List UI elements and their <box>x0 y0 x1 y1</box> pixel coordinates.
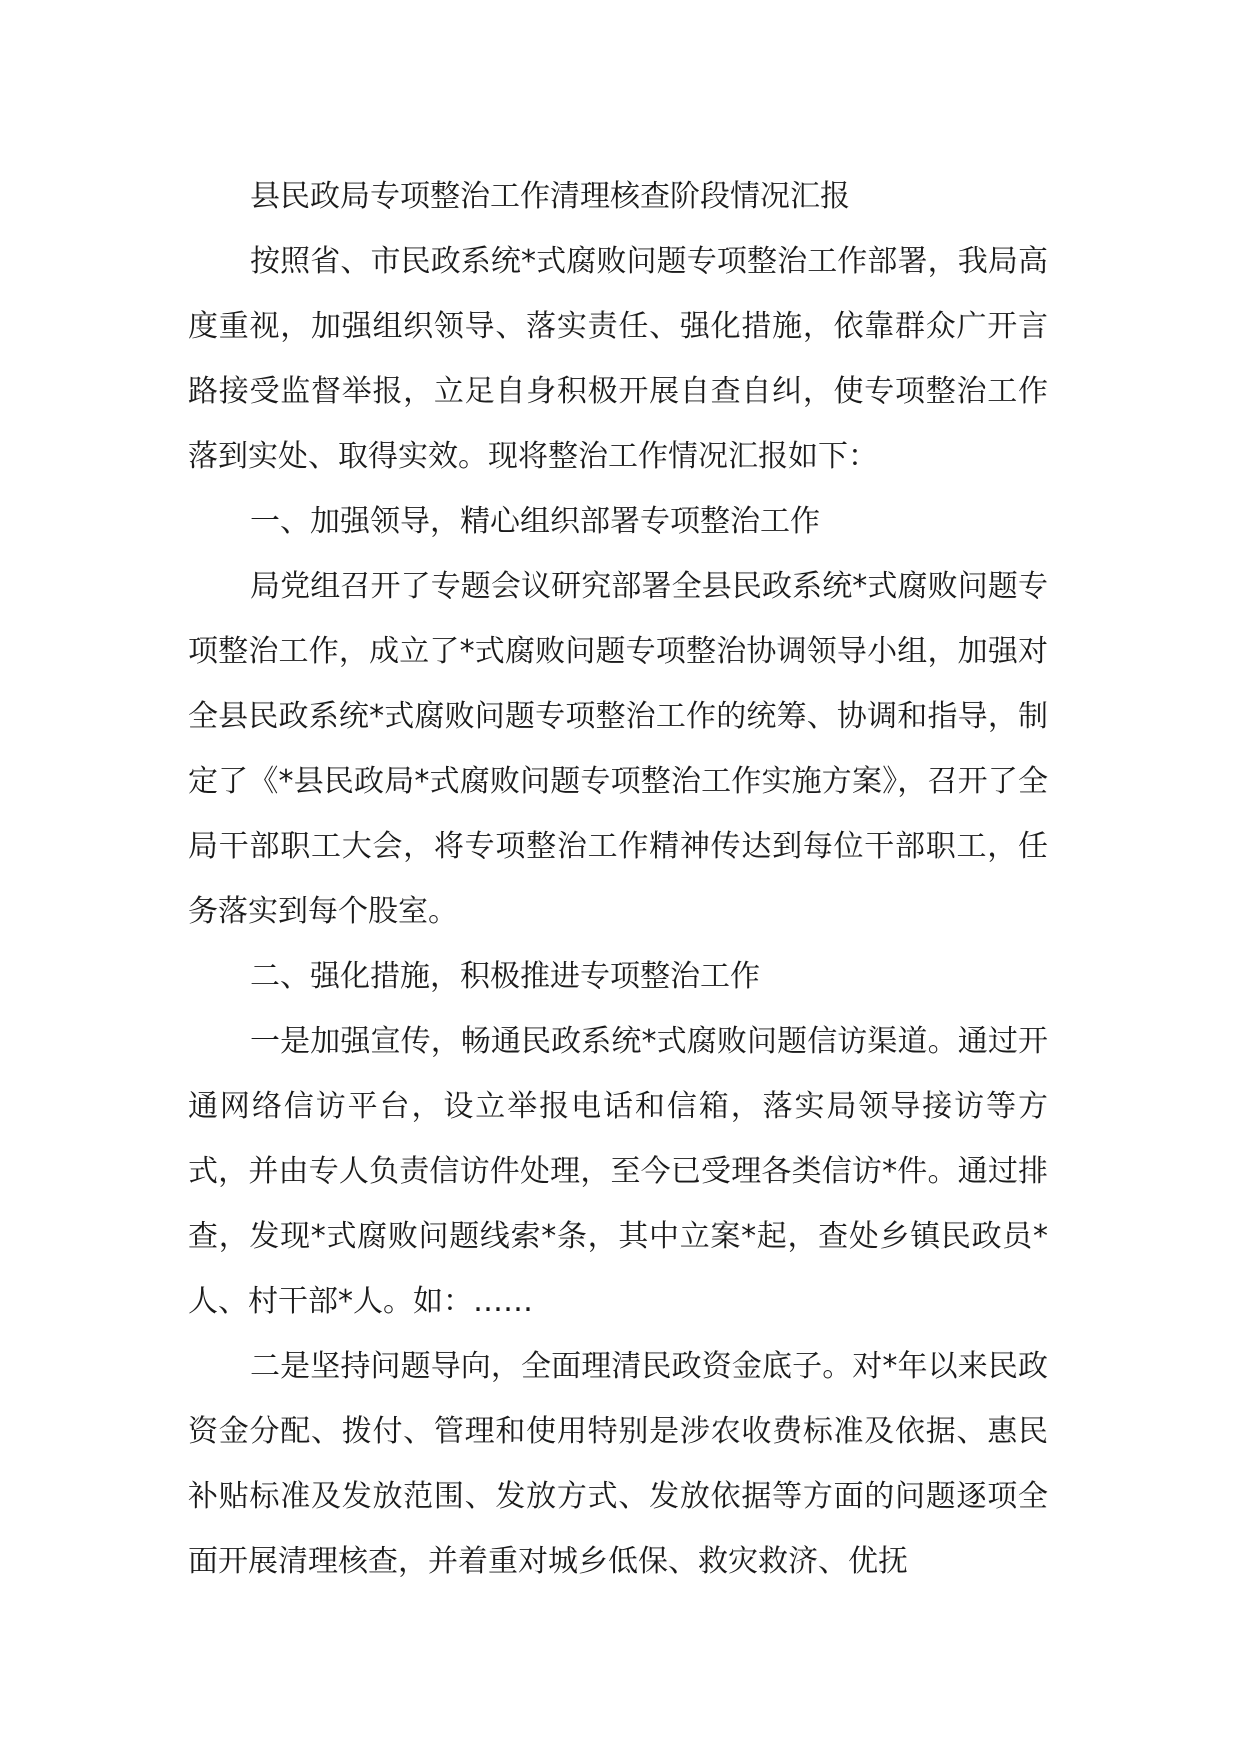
section-1-paragraph: 局党组召开了专题会议研究部署全县民政系统*式腐败问题专项整治工作，成立了*式腐败问题专项整治协调领导小组，加强对全县民政系统*式腐败问题专项整治工作的统筹、协调和指导，制定了《*县民政局*式腐败问题专项整治工作实施方案》，召开了全局干部职工大会，将专项整治工作精神传达到每位干部职工，任务落实到每个股室。 <box>188 569 1048 929</box>
section-heading-1: 一、加强领导，精心组织部署专项整治工作 <box>250 504 820 539</box>
section-2-paragraph-2: 二是坚持问题导向，全面理清民政资金底子。对*年以来民政资金分配、拨付、管理和使用特别是涉农收费标准及依据、惠民补贴标准及发放范围、发放方式、发放依据等方面的问题逐项全面开展清理核查，并着重对城乡低保、救灾救济、优抚 <box>188 1349 1048 1579</box>
document-title: 县民政局专项整治工作清理核查阶段情况汇报 <box>250 179 850 214</box>
section-heading-2: 二、强化措施，积极推进专项整治工作 <box>250 959 760 994</box>
intro-paragraph: 按照省、市民政系统*式腐败问题专项整治工作部署，我局高度重视，加强组织领导、落实责任、强化措施，依靠群众广开言路接受监督举报，立足自身积极开展自查自纠，使专项整治工作落到实处、取得实效。现将整治工作情况汇报如下： <box>188 244 1048 474</box>
document-body <box>188 164 1048 1594</box>
section-2-paragraph-1: 一是加强宣传，畅通民政系统*式腐败问题信访渠道。通过开通网络信访平台，设立举报电话和信箱，落实局领导接访等方式，并由专人负责信访件处理，至今已受理各类信访*件。通过排查，发现*式腐败问题线索*条，其中立案*起，查处乡镇民政员*人、村干部*人。如：…… <box>188 1024 1048 1319</box>
